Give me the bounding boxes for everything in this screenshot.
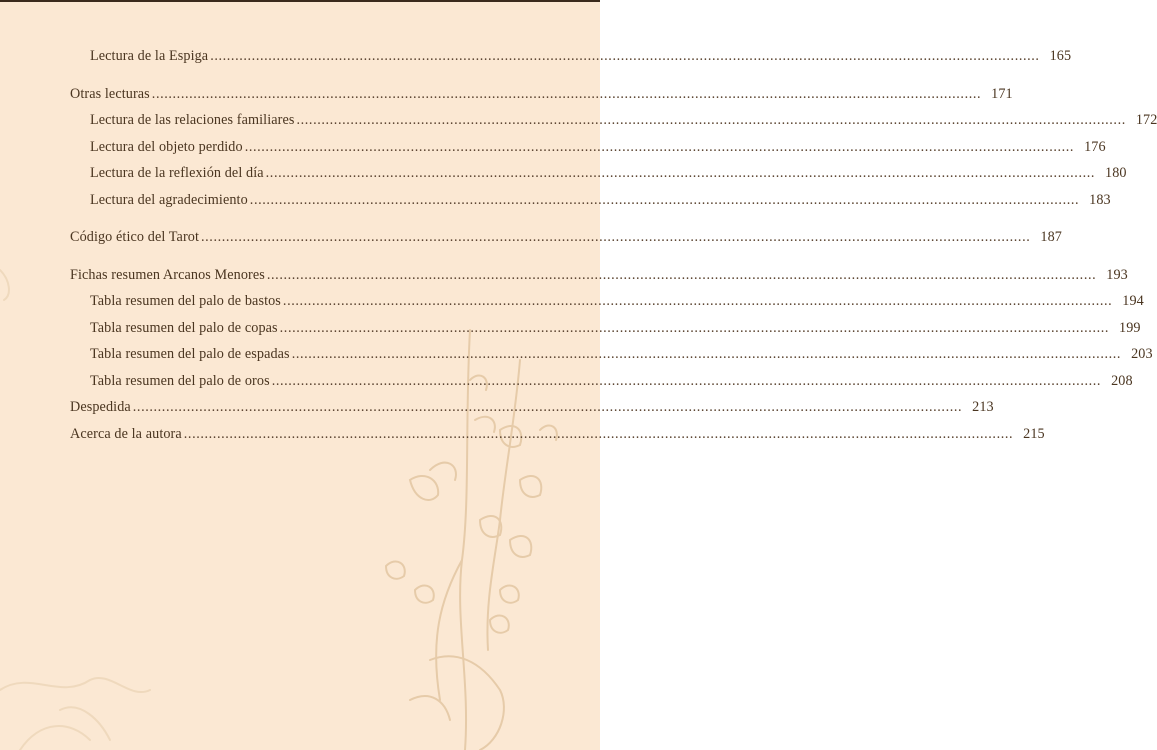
toc-entry-page: 180	[1105, 165, 1127, 181]
toc-entry-page: 215	[1023, 425, 1045, 442]
toc-entry-page: 213	[972, 399, 994, 415]
dot-leader: ........................................................................................................................................................................................................	[265, 165, 1096, 181]
dot-leader: ........................................................................................................................................................................................................	[266, 266, 1097, 283]
toc-entry[interactable]	[70, 191, 1111, 219]
toc-entry-title: Tabla resumen del palo de copas	[90, 319, 278, 336]
toc-entry[interactable]	[70, 293, 1144, 320]
dot-leader: ........................................................................................................................................................................................................	[201, 229, 1031, 245]
toc-entry[interactable]	[70, 399, 994, 426]
dot-leader: ........................................................................................................................................................................................................	[210, 48, 1040, 64]
toc-entry[interactable]	[70, 112, 1157, 139]
dot-leader: ........................................................................................................................................................................................................	[151, 85, 982, 102]
toc-entry-page: 203	[1131, 346, 1153, 362]
toc-entry[interactable]	[70, 319, 1141, 347]
toc-entry-title: Tabla resumen del palo de espadas	[90, 346, 290, 362]
toc-entry-page: 187	[1040, 229, 1062, 245]
toc-entry[interactable]	[70, 138, 1106, 166]
toc-entry-title: Lectura de las relaciones familiares	[90, 112, 295, 128]
toc-entry[interactable]	[70, 165, 1127, 192]
dot-leader: ........................................................................................................................................................................................................	[296, 112, 1126, 128]
toc-entry-page: 208	[1111, 372, 1133, 389]
toc-entry-page: 193	[1106, 266, 1128, 283]
dot-leader: ........................................................................................................................................................................................................	[279, 319, 1110, 336]
table-of-contents	[70, 48, 1157, 452]
dot-leader: ........................................................................................................................................................................................................	[132, 399, 963, 415]
toc-entry-title: Tabla resumen del palo de bastos	[90, 293, 281, 309]
toc-entry[interactable]	[70, 266, 1128, 294]
toc-entry-title: Otras lecturas	[70, 85, 150, 102]
toc-entry[interactable]	[70, 346, 1153, 373]
dot-leader: ........................................................................................................................................................................................................	[291, 346, 1122, 362]
toc-entry[interactable]	[70, 48, 1072, 75]
toc-entry[interactable]	[70, 229, 1062, 256]
dot-leader: ........................................................................................................................................................................................................	[271, 372, 1102, 389]
toc-entry-title: Fichas resumen Arcanos Menores	[70, 266, 265, 283]
toc-entry[interactable]	[70, 372, 1133, 400]
toc-entry-title: Código ético del Tarot	[70, 229, 199, 245]
toc-entry-page: 183	[1089, 191, 1111, 208]
toc-entry-page: 165	[1049, 48, 1072, 64]
toc-entry-title: Lectura del objeto perdido	[90, 138, 243, 155]
toc-entry-title: Tabla resumen del palo de oros	[90, 372, 270, 389]
dot-leader: ........................................................................................................................................................................................................	[282, 293, 1113, 309]
toc-entry-page: 176	[1084, 138, 1106, 155]
dot-leader: ........................................................................................................................................................................................................	[183, 425, 1014, 442]
toc-entry-page: 194	[1122, 293, 1144, 309]
dot-leader: ........................................................................................................................................................................................................	[249, 191, 1080, 208]
toc-entry-page: 172	[1135, 112, 1157, 128]
dot-leader: ........................................................................................................................................................................................................	[244, 138, 1075, 155]
toc-entry-title: Lectura de la reflexión del día	[90, 165, 264, 181]
toc-entry[interactable]	[70, 85, 1013, 113]
toc-entry-page: 199	[1119, 319, 1141, 336]
toc-entry-title: Lectura de la Espiga	[90, 48, 209, 64]
toc-entry-title: Despedida	[70, 399, 131, 415]
toc-entry-title: Lectura del agradecimiento	[90, 191, 248, 208]
toc-entry-title: Acerca de la autora	[70, 425, 182, 442]
toc-entry[interactable]	[70, 425, 1045, 453]
toc-entry-page: 171	[991, 85, 1013, 102]
